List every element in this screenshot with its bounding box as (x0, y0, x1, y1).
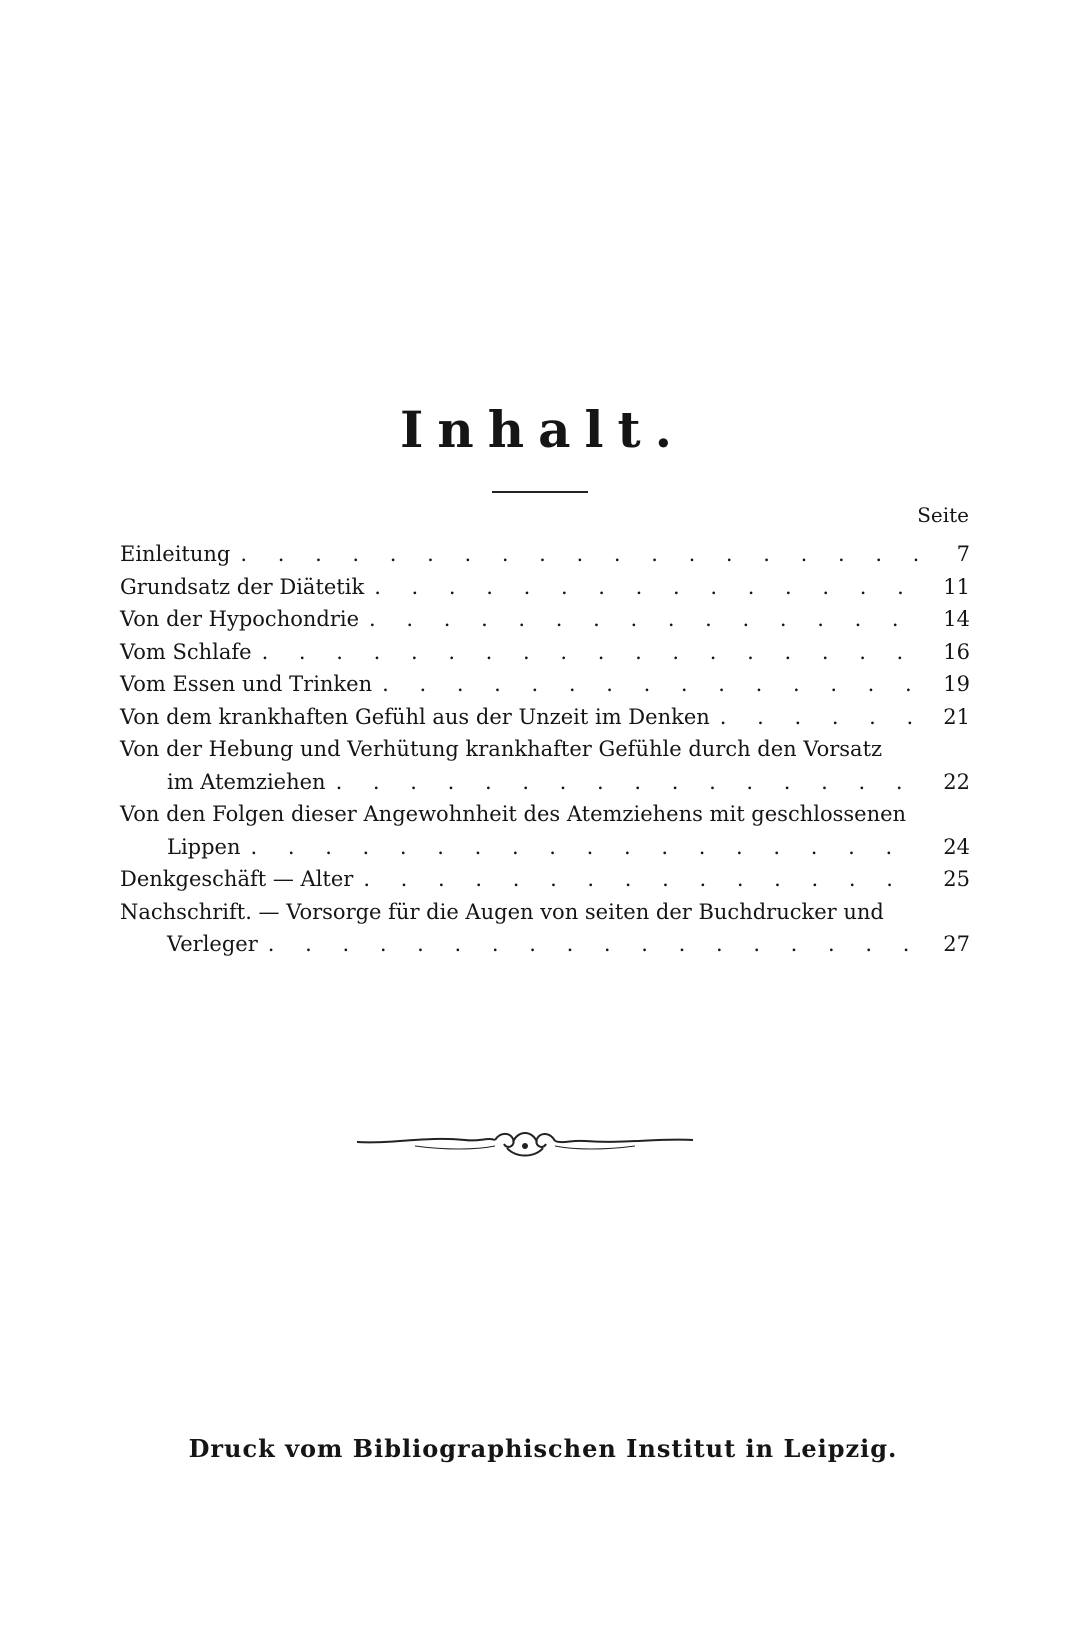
toc-entry-page: 27 (943, 932, 970, 956)
dot-leader (262, 636, 920, 669)
toc-entry-label: Von dem krankhaften Gefühl aus der Unzeit im Denken (120, 704, 710, 729)
title-rule (492, 491, 588, 493)
toc-entry-label: Denkgeschäft — Alter (120, 867, 354, 891)
toc-entry-page: 14 (943, 607, 970, 631)
toc-entry-line2 (120, 766, 970, 799)
toc-entry (120, 701, 970, 734)
toc-entry-line2 (120, 928, 970, 961)
ornament-flourish-icon (355, 1120, 695, 1164)
toc-entry (120, 668, 970, 701)
toc-entry-page: 11 (943, 574, 970, 599)
toc-entry-label-continued: im Atemziehen (167, 769, 326, 794)
dot-leader (251, 831, 921, 864)
dot-leader (382, 668, 920, 701)
dot-leader (268, 928, 920, 961)
toc-entry-line1 (120, 798, 970, 831)
toc-entry-page: 21 (943, 704, 970, 729)
toc-entry-page: 24 (943, 834, 970, 859)
toc-entry (120, 571, 970, 604)
toc-entry-line1 (120, 896, 970, 929)
toc-entry (120, 603, 970, 636)
dot-leader (720, 701, 920, 734)
toc-entry (120, 636, 970, 669)
page-column-header: Seite (917, 503, 969, 527)
toc-entry-label-continued: Lippen (167, 834, 241, 859)
toc-entry-label: Vom Schlafe (120, 639, 252, 664)
toc-entry-label: Von der Hypochondrie (120, 607, 360, 631)
toc-entry-page: 7 (956, 542, 970, 566)
toc-entry-label: Grundsatz der Diätetik (120, 574, 365, 599)
dot-leader (374, 571, 920, 604)
dot-leader (369, 603, 920, 636)
toc-entry-label: Nachschrift. — Vorsorge für die Augen von seiten der Buchdrucker und (120, 899, 884, 924)
toc-entry-line1 (120, 733, 970, 766)
dot-leader (240, 538, 920, 571)
toc-entry-label: Einleitung (120, 542, 231, 566)
dot-leader (336, 766, 920, 799)
toc-entry-label: Von der Hebung und Verhütung krankhafter Gefühle durch den Vorsatz (120, 737, 883, 761)
page-title: Inhalt. (400, 400, 686, 459)
toc-entry (120, 863, 970, 896)
toc-entry-page: 19 (943, 672, 970, 696)
toc-entry-page: 16 (943, 639, 970, 664)
printer-imprint: Druck vom Bibliographischen Institut in Leipzig. (188, 1434, 898, 1463)
toc-entry (120, 538, 970, 571)
dot-leader (363, 863, 920, 896)
toc-entry-page: 22 (943, 769, 970, 794)
toc-entry-label: Von den Folgen dieser Angewohnheit des Atemziehens mit geschlossenen (120, 802, 907, 826)
toc-entry-page: 25 (943, 867, 970, 891)
toc-entry-label-continued: Verleger (167, 932, 258, 956)
table-of-contents (120, 538, 970, 961)
toc-entry-line2 (120, 831, 970, 864)
toc-entry-label: Vom Essen und Trinken (120, 672, 373, 696)
